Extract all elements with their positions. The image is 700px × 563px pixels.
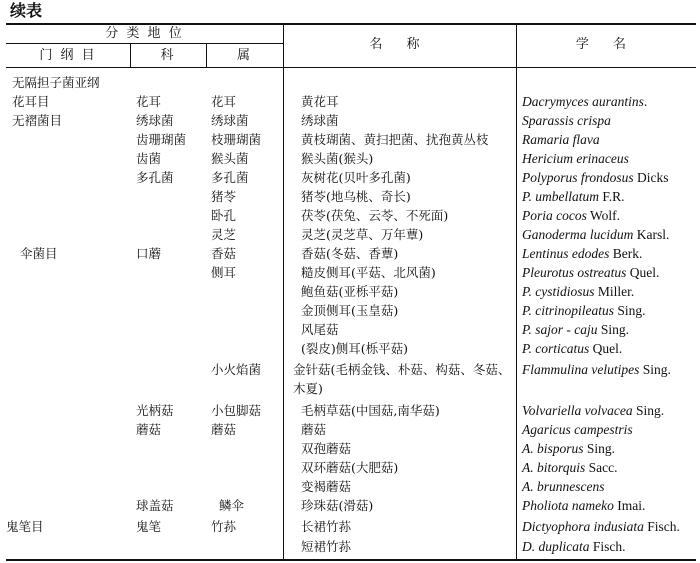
common-name-cell: 双环蘑菇(大肥菇) (301, 460, 399, 475)
species-binomial: P. citrinopileatus (522, 303, 615, 318)
classification-table (6, 23, 696, 561)
family-cell: 蘑菇 (136, 422, 162, 437)
scientific-name-cell (522, 320, 629, 339)
species-binomial: Flammulina velutipes (522, 362, 640, 377)
common-name-cell: 黄花耳 (301, 94, 339, 109)
author-citation: Quel. (589, 341, 623, 356)
species-binomial: Pholiota nameko (522, 498, 614, 513)
common-name-cell: 香菇(冬菇、香蕈) (301, 246, 399, 261)
genus-cell: 竹荪 (211, 519, 237, 534)
scientific-name-cell (522, 496, 645, 515)
header-split-rule (6, 43, 284, 44)
author-citation: Quel. (626, 265, 660, 280)
scientific-name-cell (522, 244, 642, 263)
family-cell: 齿珊瑚菌 (136, 132, 187, 147)
scientific-name-cell (522, 458, 618, 477)
header-genus: 属 (236, 48, 252, 63)
author-citation: Sing. (583, 441, 616, 456)
species-binomial: A. bitorquis (522, 460, 586, 475)
genus-cell: 小包脚菇 (211, 403, 262, 418)
species-binomial: Dacrymyces aurantins (522, 94, 644, 109)
species-binomial: A. bisporus (522, 441, 584, 456)
species-binomial: P. cystidiosus (522, 284, 595, 299)
common-name-cell: 灰树花(贝叶多孔菌) (301, 170, 411, 185)
family-cell: 光柄菇 (136, 403, 174, 418)
header-name: 名 称 (369, 37, 430, 52)
scientific-name-cell (522, 92, 647, 111)
family-cell: 花耳 (136, 94, 162, 109)
author-citation: . (643, 94, 648, 109)
species-binomial: Pleurotus ostreatus (522, 265, 627, 280)
scientific-name-cell (522, 517, 680, 536)
genus-cell: 鳞伞 (219, 498, 245, 513)
author-citation: Sing. (632, 403, 665, 418)
author-citation: Imai. (613, 498, 646, 513)
common-name-cell: 糙皮侧耳(平菇、北风菌) (301, 265, 436, 280)
common-name-cell: 茯苓(茯兔、云苓、不死面) (301, 208, 449, 223)
genus-cell: 香菇 (211, 246, 237, 261)
author-citation: Dicks (633, 170, 669, 185)
col-divider-3 (283, 23, 284, 559)
scientific-name-cell (522, 360, 671, 379)
common-name-cell: 变褐蘑菇 (301, 479, 352, 494)
author-citation: Berk. (609, 246, 643, 261)
species-binomial: Sparassis crispa (522, 113, 611, 128)
scientific-name-cell (522, 225, 669, 244)
family-cell: 齿菌 (136, 151, 162, 166)
species-binomial: A. brunnescens (522, 479, 605, 494)
species-binomial: Polyporus frondosus (522, 170, 634, 185)
order-cell: 无褶菌目 (12, 113, 63, 128)
header-classification: 分 类 地 位 (105, 26, 184, 41)
family-cell: 鬼笔 (136, 519, 162, 534)
col-divider-4 (516, 23, 517, 559)
common-name-cell: 鲍鱼菇(亚栎平菇) (301, 284, 399, 299)
bottom-rule (6, 559, 696, 561)
genus-cell: 多孔菌 (211, 170, 249, 185)
scientific-name-cell (522, 130, 600, 149)
genus-cell: 猪苓 (211, 189, 237, 204)
author-citation: F.R. (599, 189, 625, 204)
genus-cell: 绣球菌 (211, 113, 249, 128)
author-citation: Wolf. (586, 208, 621, 223)
author-citation: Fisch. (589, 539, 626, 554)
species-binomial: Volvariella volvacea (522, 403, 633, 418)
scientific-name-cell (522, 206, 620, 225)
species-binomial: P. sajor - caju (522, 322, 598, 337)
family-cell: 球盖菇 (136, 498, 174, 513)
order-cell: 无隔担子菌亚纲 (12, 75, 100, 90)
species-binomial: Poria cocos (522, 208, 587, 223)
header-phylum-class-order: 门 纲 目 (39, 48, 97, 63)
species-binomial: P. umbellatum (522, 189, 599, 204)
scientific-name-cell (522, 401, 664, 420)
common-name-cell: 短裙竹荪 (301, 539, 352, 554)
genus-cell: 蘑菇 (211, 422, 237, 437)
scientific-name-cell (522, 439, 615, 458)
common-name-cell: 珍珠菇(滑菇) (301, 498, 374, 513)
genus-cell: 小火焰菌 (211, 362, 262, 377)
order-cell: 鬼笔目 (6, 519, 44, 534)
author-citation: Sacc. (585, 460, 618, 475)
scientific-name-cell (522, 168, 669, 187)
scientific-name-cell (522, 187, 625, 206)
common-name-cell: 毛柄草菇(中国菇,南华菇) (301, 403, 440, 418)
genus-cell: 侧耳 (211, 265, 237, 280)
header-scientific-name: 学 名 (575, 37, 637, 52)
author-citation: Sing. (639, 362, 671, 377)
author-citation: Sing. (597, 322, 630, 337)
family-cell: 多孔菌 (136, 170, 174, 185)
scientific-name-cell (522, 537, 626, 556)
common-name-cell: 灵芝(灵芝草、万年蕈) (301, 227, 424, 242)
family-cell: 绣球菌 (136, 113, 174, 128)
genus-cell: 花耳 (211, 94, 237, 109)
species-binomial: Ramaria flava (522, 132, 600, 147)
common-name-cell: 绣球菌 (301, 113, 339, 128)
species-binomial: Hericium erinaceus (522, 151, 629, 166)
species-binomial: D. duplicata (522, 539, 590, 554)
scientific-name-cell (522, 111, 611, 130)
species-binomial: Lentinus edodes (522, 246, 610, 261)
scientific-name-cell (522, 301, 646, 320)
species-binomial: Dictyophora indusiata (522, 519, 644, 534)
family-cell: 口蘑 (136, 246, 162, 261)
scientific-name-cell (522, 282, 634, 301)
common-name-cell: (裂皮)侧耳(栎平菇) (301, 341, 409, 356)
scientific-name-cell (522, 149, 629, 168)
species-binomial: P. corticatus (522, 341, 590, 356)
order-cell: 伞菌目 (20, 246, 58, 261)
common-name-cell: 双孢蘑菇 (301, 441, 352, 456)
author-citation: Karsl. (633, 227, 670, 242)
table-caption: 续表 (10, 1, 43, 20)
order-cell: 花耳目 (12, 94, 50, 109)
author-citation: Sing. (614, 303, 646, 318)
scientific-name-cell (522, 420, 633, 439)
genus-cell: 卧孔 (211, 208, 237, 223)
scientific-name-cell (522, 477, 604, 496)
species-binomial: Ganoderma lucidum (522, 227, 634, 242)
common-name-cell: 猴头菌(猴头) (301, 151, 374, 166)
common-name-cell: 长裙竹荪 (301, 519, 352, 534)
common-name-cell: 猪苓(地乌桃、奇长) (301, 189, 411, 204)
common-name-cell: 金顶侧耳(玉皇菇) (301, 303, 399, 318)
scientific-name-cell (522, 263, 659, 282)
common-name-cell: 黄枝瑚菌、黄扫把菌、扰孢黄丛枝 (301, 132, 489, 147)
header-bottom-rule (6, 67, 696, 68)
species-binomial: Agaricus campestris (522, 422, 633, 437)
author-citation: Miller. (594, 284, 635, 299)
common-name-cell: 蘑菇 (301, 422, 327, 437)
author-citation: Fisch. (643, 519, 680, 534)
header-family: 科 (160, 48, 176, 63)
genus-cell: 灵芝 (211, 227, 237, 242)
genus-cell: 枝珊瑚菌 (211, 132, 262, 147)
genus-cell: 猴头菌 (211, 151, 249, 166)
common-name-cell: 风尾菇 (301, 322, 339, 337)
common-name-cell: 金针菇(毛柄金钱、朴菇、构菇、冬菇、木夏) (293, 362, 511, 396)
scientific-name-cell (522, 339, 622, 358)
